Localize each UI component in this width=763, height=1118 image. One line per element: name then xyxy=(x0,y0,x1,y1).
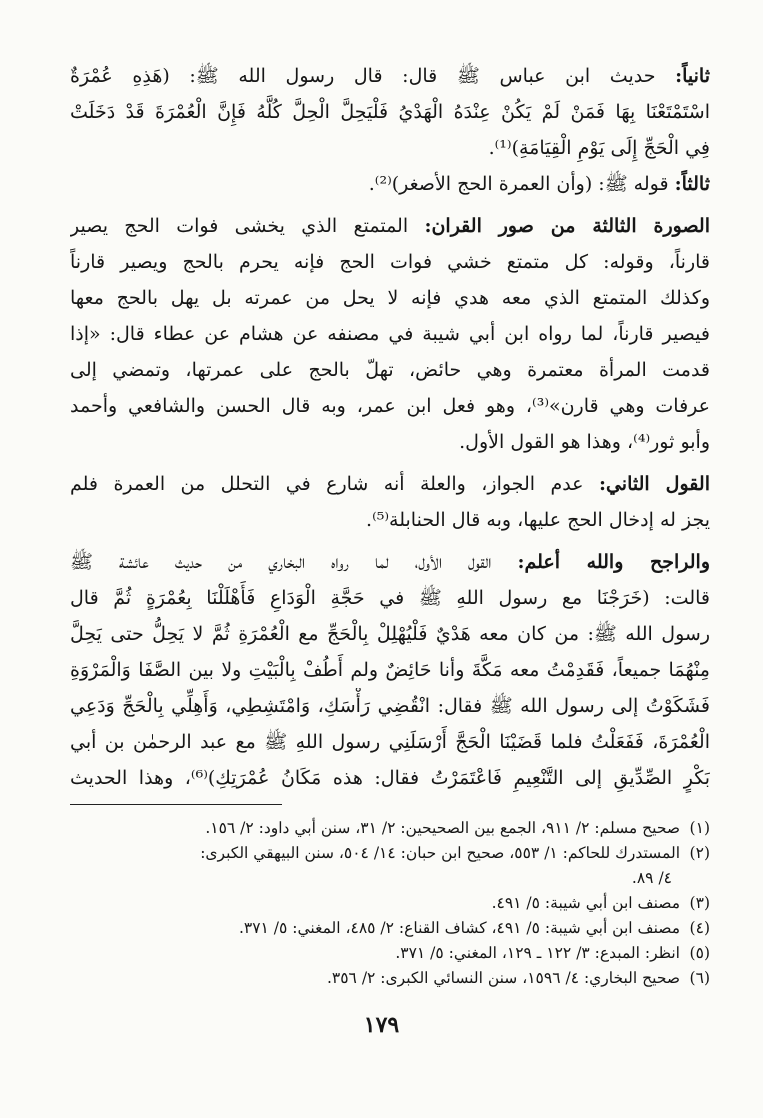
line-text: مِنْهُمَا جميعاً، فَقَدِمْتُ معه مَكَّةَ وأنا حَائِضٌ ولم أَطُفْ بِالْبَيْتِ ولا بين الصَّفَا وَالْمَرْوَةِ xyxy=(70,659,710,681)
page-number: ١٧٩ xyxy=(363,1012,400,1038)
footnote-text: ٤/ ٨٩. xyxy=(631,869,672,887)
text-line xyxy=(70,688,710,724)
line-text: اسْتَمْتَعْنَا بِهَا فَمَنْ لَمْ يَكُنْ عِنْدَهُ الْهَدْيُ فَلْيَحِلَّ الْحِلَّ كُلَّهُ فَإِنَّ الْعُمْرَةَ قَدْ دَخَلَتْ xyxy=(70,101,710,123)
line-text: يجز له إدخال الحج عليها، وبه قال الحنابلة⁽⁵⁾. xyxy=(366,509,710,531)
footnote-number: (٢) xyxy=(689,844,710,862)
line-text: بَكْرٍ الصِّدِّيقِ إلى التَّنْعِيمِ فَاعْتَمَرْتُ فقال: هذه مَكَانُ عُمْرَتِكِ)⁽⁶⁾، وهذا الحديث xyxy=(70,767,710,789)
line-lead: الصورة الثالثة من صور القران: xyxy=(424,215,710,237)
line-text: عدم الجواز، والعلة أنه شارع في التحلل من العمرة فلم xyxy=(70,473,599,495)
line-text: رسول الله ﷺ: من كان معه هَدْيٌ فَلْيُهْلِلْ بِالْحَجِّ مع الْعُمْرَةِ ثُمَّ لا يَحِلُّ حتى يَحِلَّ xyxy=(70,623,710,645)
footnote xyxy=(70,866,710,891)
line-text: قالت: (خَرَجْنَا مع رسول اللهِ ﷺ في حَجَّةِ الْوَدَاعِ فَأَهْلَلْنَا بِعُمْرَةٍ ثُمَّ قال xyxy=(70,587,710,609)
line-lead: ثالثاً: xyxy=(674,173,710,195)
footnote xyxy=(70,816,710,841)
line-text: فِي الْحَجِّ إِلَى يَوْمِ الْقِيَامَةِ)⁽¹⁾. xyxy=(488,137,710,159)
text-line xyxy=(70,544,710,580)
footnote-text: مصنف ابن أبي شيبة: ٥/ ٤٩١. xyxy=(491,894,680,912)
line-lead: ثانياً: xyxy=(675,65,710,87)
text-line xyxy=(70,94,710,130)
text-line xyxy=(70,280,710,316)
text-line xyxy=(70,466,710,502)
line-lead: القول الثاني: xyxy=(598,473,710,495)
text-line xyxy=(70,352,710,388)
footnote-divider xyxy=(70,804,282,805)
main-text xyxy=(70,58,710,796)
text-line xyxy=(70,616,710,652)
footnote xyxy=(70,891,710,916)
text-line xyxy=(70,580,710,616)
text-line xyxy=(70,760,710,796)
footnote-number: (٦) xyxy=(689,969,710,987)
footnote-number: (٤) xyxy=(689,919,710,937)
line-text: قدمت المرأة معتمرة وهي حائض، تهلّ بالحج على عمرتها، وتمضي إلى xyxy=(70,359,710,381)
text-line xyxy=(70,244,710,280)
text-line xyxy=(70,388,710,424)
line-text: وأبو ثور⁽⁴⁾، وهذا هو القول الأول. xyxy=(459,431,710,453)
footnote xyxy=(70,941,710,966)
footnote-text: صحيح البخاري: ٤/ ١٥٩٦، سنن النسائي الكبرى: ٢/ ٣٥٦. xyxy=(326,969,680,987)
text-line xyxy=(70,502,710,538)
text-line xyxy=(70,316,710,352)
line-text: وكذلك المتمتع الذي معه هدي فإنه لا يحل من عمرته بل يهل بالحج معها xyxy=(70,287,710,309)
text-line xyxy=(70,424,710,460)
text-line xyxy=(70,58,710,94)
footnote-number: (٣) xyxy=(689,894,710,912)
footnote-text: صحيح مسلم: ٢/ ٩١١، الجمع بين الصحيحين: ٢/ ٣١، سنن أبي داود: ٢/ ١٥٦. xyxy=(205,819,680,837)
text-line xyxy=(70,130,710,166)
line-text: المتمتع الذي يخشى فوات الحج يصير xyxy=(70,215,425,237)
line-text: فيصير قارناً، لما رواه ابن أبي شيبة في مصنفه عن هشام عن عطاء قال: «إذا xyxy=(70,323,710,345)
footnote-text: انظر: المبدع: ٣/ ١٢٢ ـ ١٢٩، المغني: ٥/ ٣٧١. xyxy=(395,944,680,962)
line-text: قوله ﷺ: (وأن العمرة الحج الأصغر)⁽²⁾. xyxy=(368,173,675,195)
footnotes xyxy=(70,816,710,991)
footnote-text: المستدرك للحاكم: ١/ ٥٥٣، صحيح ابن حبان: ١٤/ ٥٠٤، سنن البيهقي الكبرى: xyxy=(200,844,680,862)
line-text: عرفات وهي قارن»⁽³⁾، وهو فعل ابن عمر، وبه قال الحسن والشافعي وأحمد xyxy=(70,395,710,417)
footnote-number: (١) xyxy=(689,819,710,837)
footnote xyxy=(70,841,710,866)
footnote xyxy=(70,916,710,941)
line-text: الْعُمْرَةَ، فَفَعَلْتُ فلما قَضَيْنَا الْحَجَّ أَرْسَلَنِي رسول اللهِ ﷺ مع عبد الرحمٰن بن أبي xyxy=(70,731,710,753)
line-text: فَشَكَوْتُ إلى رسول الله ﷺ فقال: انْقُضِي رَأْسَكِ، وَامْتَشِطِي، وَأَهِلِّي بِالْحَجِّ وَدَعِي xyxy=(70,695,710,717)
footnote-number: (٥) xyxy=(689,944,710,962)
line-text: حديث ابن عباس ﷺ قال: قال رسول الله ﷺ: (هَذِهِ عُمْرَةٌ xyxy=(70,65,676,87)
footnote-text: مصنف ابن أبي شيبة: ٥/ ٤٩١، كشاف القناع: ٢/ ٤٨٥، المغني: ٥/ ٣٧١. xyxy=(238,919,680,937)
text-line xyxy=(70,166,710,202)
text-line xyxy=(70,208,710,244)
line-text: قارناً، وقوله: كل متمتع خشي فوات الحج فإنه يحرم بالحج ويصير قارناً xyxy=(70,251,710,273)
footnote xyxy=(70,966,710,991)
text-line xyxy=(70,652,710,688)
line-lead: والراجح والله أعلم: xyxy=(517,551,710,573)
line-text: القول الأول، لما رواه البخاري من حديث عائشة ﷺ xyxy=(70,551,518,573)
text-line xyxy=(70,724,710,760)
